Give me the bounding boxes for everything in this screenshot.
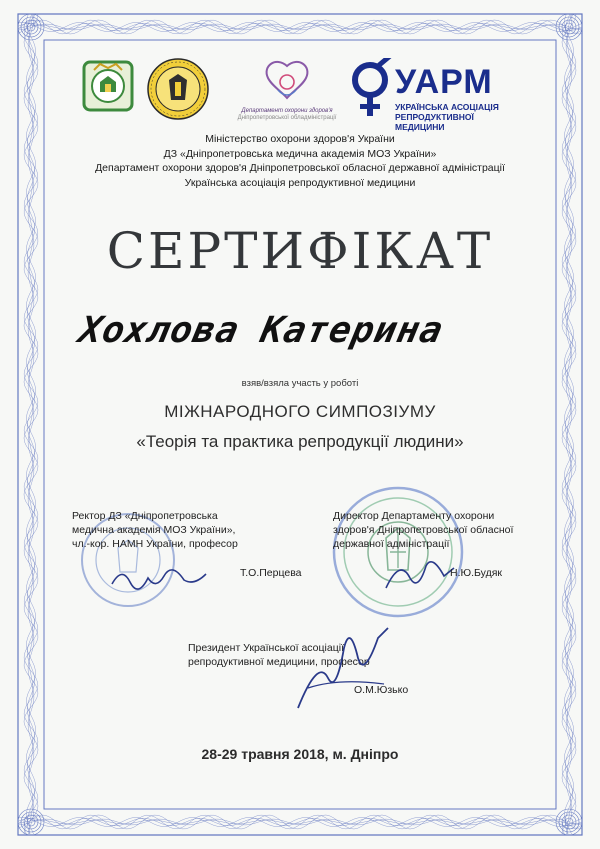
organizations-list xyxy=(60,132,540,190)
organization-line: Українська асоціація репродуктивної медицини xyxy=(184,176,416,189)
president-line: Президент Української асоціації xyxy=(188,642,344,654)
right-signature-scribble xyxy=(380,548,460,598)
president-signature-scribble xyxy=(288,618,398,718)
left-signer-line: медична академія МОЗ України», xyxy=(72,524,236,536)
organization-line: Міністерство охорони здоров'я України xyxy=(205,133,395,145)
right-signer-line: державної адміністрації xyxy=(333,538,450,550)
department-caption-main: Департамент охорони здоров'я xyxy=(241,108,333,114)
certificate-title: СЕРТИФІКАТ xyxy=(106,222,494,280)
left-signer-title xyxy=(72,509,292,551)
organization-line: Департамент охорони здоров'я Дніпропетровської обласної державної адміністрації xyxy=(95,162,505,174)
department-caption-sub: Дніпропетровської обладміністрації xyxy=(237,115,337,121)
left-signer-line: чл.-кор. НАМН України, професор xyxy=(72,538,238,550)
uarm-symbol-icon xyxy=(348,58,394,120)
event-date-place: 28-29 травня 2018, м. Дніпро xyxy=(201,746,399,762)
uarm-full-name: УКРАЇНСЬКА АСОЦІАЦІЯ РЕПРОДУКТИВНОЇ МЕДИЦИНИ xyxy=(395,102,499,132)
left-signer-line: Ректор ДЗ «Дніпропетровська xyxy=(72,510,218,522)
ministry-seal-icon xyxy=(78,56,138,116)
left-signer-name: Т.О.Перцева xyxy=(240,567,302,579)
organization-line: ДЗ «Дніпропетровська медична академія МОЗ України» xyxy=(163,147,437,160)
right-signer-line: здоров'я Дніпропетровської обласної xyxy=(333,524,514,536)
event-name: «Теорія та практика репродукції людини» xyxy=(136,432,464,451)
academy-seal-icon xyxy=(145,56,211,122)
recipient-name: Хохлова Катерина xyxy=(75,310,448,351)
right-signer-line: Директор Департаменту охорони xyxy=(333,510,495,522)
participation-text: взяв/взяла участь у роботі xyxy=(241,378,359,389)
department-emblem-icon xyxy=(256,58,318,108)
department-caption xyxy=(232,108,342,122)
event-type: МІЖНАРОДНОГО СИМПОЗІУМУ xyxy=(164,402,436,421)
uarm-acronym: УАРМ xyxy=(395,63,493,101)
left-signature-scribble xyxy=(108,560,218,600)
right-signer-title xyxy=(333,509,543,551)
president-line: репродуктивної медицини, професор xyxy=(188,656,370,668)
president-name: О.М.Юзько xyxy=(354,684,409,696)
right-signer-name: Н.Ю.Будяк xyxy=(450,567,502,579)
